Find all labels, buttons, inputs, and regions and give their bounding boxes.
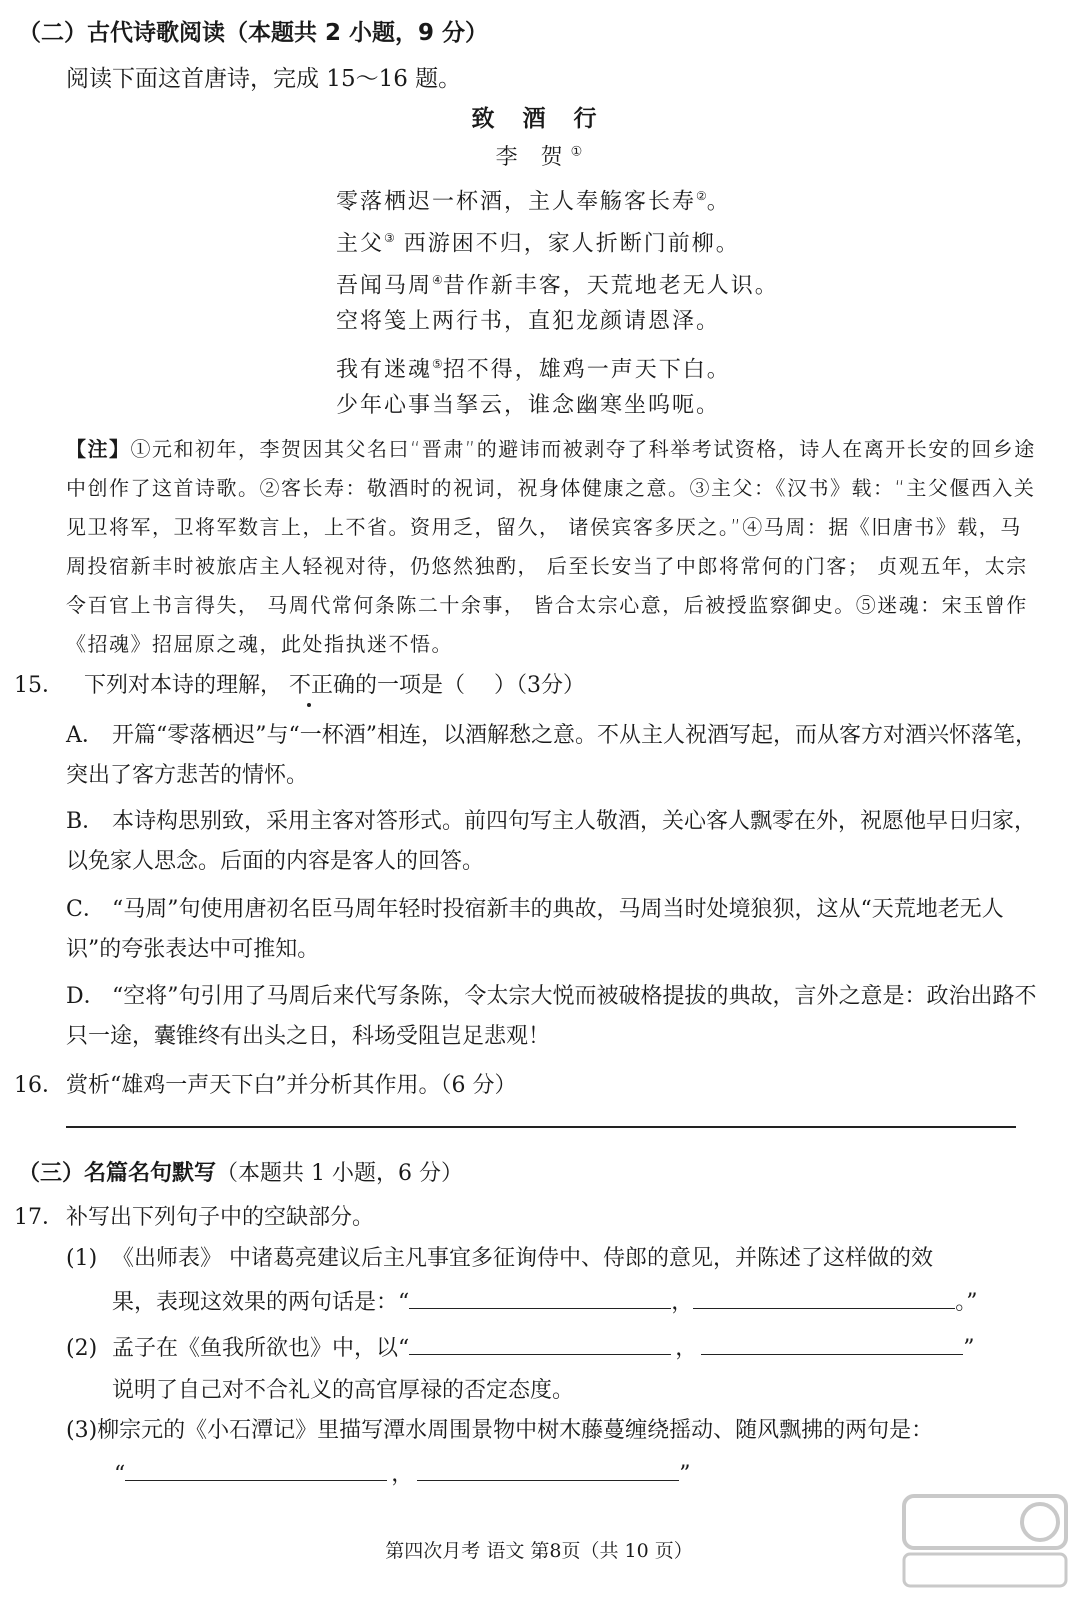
emphasis-dot [307,703,311,707]
section-title-suffix: （本题共 1 小题，6 分） [216,1161,463,1186]
fill-blank[interactable] [417,1452,679,1481]
q17-item-3: (3)柳宗元的《小石潭记》里描写潭水周围景物中树木藤蔓缠绕摇动、随风飘拂的两句是： “ ， ” [66,1418,934,1487]
poem-line: 零落栖迟一杯酒，主人奉觞客长寿②。 [336,189,731,215]
question-stem: 补写出下列句子中的空缺部分。 [66,1205,375,1230]
question-15 [14,668,585,699]
poem-author [0,140,1078,171]
question-number: 15． [14,673,64,698]
section-heading-poetry: （二）古代诗歌阅读（本题共 2 小题，9 分） [18,20,489,46]
option-c[interactable] [66,890,1046,970]
site-logo-watermark [900,1490,1070,1590]
fill-blank[interactable] [409,1280,671,1309]
q17-item-2: (2) 孟子在《鱼我所欲也》中，以“ ， ” 说明了自己对不合礼义的高官厚禄的否定态度。 [66,1326,1046,1412]
q17-item-1: (1) 《出师表》 中诸葛亮建议后主凡事宜多征询侍中、侍郎的意见，并陈述了这样做的效 果，表现这效果的两句话是：“ ， 。” [66,1238,1046,1324]
poem-notes [66,430,1041,664]
option-a[interactable] [66,716,1046,796]
fill-blank[interactable] [693,1280,955,1309]
note-text: ①元和初年，李贺因其父名曰“晋肃”的避讳而被剥夺了科举考试资格，诗人在离开长安的回乡途中创作了这首诗歌。②客长寿：敬酒时的祝词，祝身体健康之意。③主父：《汉书》载：“主父偃西入关见卫将军，卫将军数言上，上不省。资用乏，留久， 诸侯宾客多厌之。”④马周：据《旧唐书》载，马周投宿新丰时被旅店主人轻视对待，仍悠然独酌， 后至长安当了中郎将常何的门客； 贞观五年，太宗令百官上书言得失， 马周代常何条陈二十余事， 皆合太宗心意，后被授监察御史。⑤迷魂：宋玉曾作《招魂》招屈原之魂，此处指执迷不悟。 [66,437,1036,656]
option-label: C． [66,897,105,922]
note-label: 【注】 [66,437,131,461]
option-label: B． [66,809,105,834]
author-name: 李 贺 [495,145,571,170]
item-label: (2) [66,1336,98,1361]
option-text: 本诗构思别致，采用主客对答形式。前四句写主人敬酒，关心客人飘零在外，祝愿他早日归家，以免家人思念。后面的内容是客人的回答。 [66,809,1037,874]
poem-line: 我有迷魂⑤招不得，雄鸡一声天下白。 [336,357,731,383]
item-text: 柳宗元的《小石潭记》里描写潭水周围景物中树木藤蔓缠绕摇动、随风飘拂的两句是： [97,1418,934,1443]
poem-title: 致 酒 行 [471,105,607,132]
section-intro: 阅读下面这首唐诗，完成 15～16 题。 [66,66,462,92]
option-label: D． [66,984,106,1009]
author-footnote-mark: ① [570,144,583,160]
question-number: 16． [14,1073,64,1098]
fill-blank[interactable] [125,1452,387,1481]
poem-body [336,176,779,428]
poem-line: 空将笺上两行书，直犯龙颜请恩泽。 [336,309,721,334]
question-stem: 下列对本诗的理解， 不正确的一项是（ ）（3分） [84,673,585,698]
question-16 [14,1068,517,1099]
logo-icon [900,1490,1070,1590]
section-title: （三）名篇名句默写 [18,1161,217,1186]
answer-line[interactable] [66,1126,1016,1128]
option-label: A． [66,723,104,748]
question-stem: 赏析“雄鸡一声天下白”并分析其作用。（6 分） [66,1073,517,1098]
item-label: (3) [66,1418,98,1443]
option-text: “空将”句引用了马周后来代写条陈，令太宗大悦而被破格提拔的典故，言外之意是：政治出路不只一途，囊锥终有出头之日，科场受阻岂足悲观！ [66,984,1037,1049]
question-17 [14,1200,374,1231]
section-heading-recitation [18,1156,463,1187]
poem-line: 少年心事当拏云，谁念幽寒坐呜呃。 [336,393,721,418]
poem-line: 主父③ 西游困不归，家人折断门前柳。 [336,231,740,257]
option-text: “马周”句使用唐初名臣马周年轻时投宿新丰的典故，马周当时处境狼狈，这从“天荒地老无人识”的夸张表达中可推知。 [66,897,1004,962]
option-b[interactable] [66,802,1046,882]
fill-blank[interactable] [409,1326,671,1355]
option-d[interactable] [66,977,1046,1057]
page-footer: 第四次月考 语文 第8页（共 10 页） [385,1540,693,1562]
item-label: (1) [66,1246,98,1271]
item-text: 《出师表》 中诸葛亮建议后主凡事宜多征询侍中、侍郎的意见，并陈述了这样做的效 [112,1246,933,1271]
option-text: 开篇“零落栖迟”与“一杯酒”相连，以酒解愁之意。不从主人祝酒写起，而从客方对酒兴怀落笔，突出了客方悲苦的情怀。 [66,723,1037,788]
question-number: 17． [14,1205,64,1230]
poem-line: 吾闻马周④昔作新丰客，天荒地老无人识。 [336,273,779,299]
fill-blank[interactable] [701,1326,963,1355]
